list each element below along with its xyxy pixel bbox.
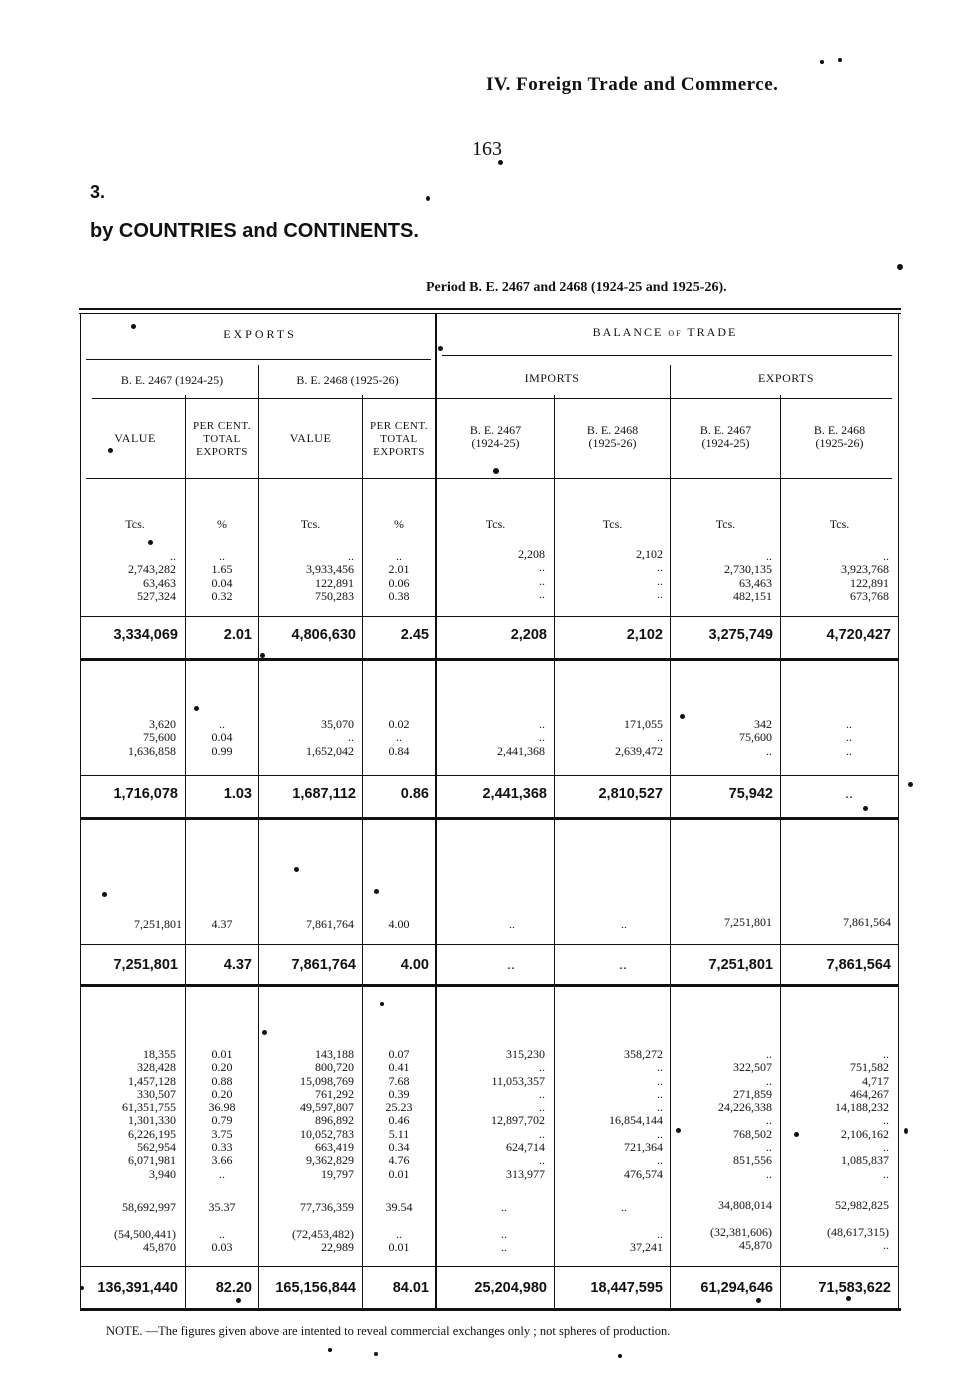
col-line [80, 313, 81, 1310]
total-cell: 4.00 [400, 957, 429, 973]
adjustment-cell: (54,500,441) 45,870 [114, 1227, 176, 1255]
scan-speck [328, 1348, 332, 1352]
scan-speck [148, 540, 153, 545]
exports-group-header: EXPORTS [223, 327, 297, 341]
exports-cell: .. 322,507 .. 271,859 24,226,338 .. 768,502 .. 851,556 .. [718, 1047, 772, 1181]
row-line [86, 359, 431, 360]
subtotal-cell: 39.54 [385, 1200, 413, 1214]
chapter-title: IV. Foreign Trade and Commerce. [486, 74, 779, 95]
value-cell: 35,070 .. 1,652,042 [306, 717, 354, 758]
total-cell: 61,294,646 [700, 1280, 773, 1296]
total-cell: 1.03 [223, 786, 252, 802]
scan-speck [863, 806, 868, 811]
scan-speck [908, 782, 913, 787]
total-cell: .. [618, 957, 627, 973]
group-rule [80, 984, 898, 987]
scan-speck [794, 1132, 799, 1137]
adjustment-cell: .. 37,241 [630, 1227, 663, 1255]
total-cell: 7,251,801 [708, 957, 773, 973]
page-number: 163 [472, 138, 502, 160]
total-cell: 2.01 [223, 627, 252, 643]
exports-header: EXPORTS [757, 371, 815, 385]
subtotal-cell: 34,808,014 [718, 1198, 772, 1212]
value-cell: .. 3,933,456 122,891 750,283 [306, 549, 354, 603]
scan-speck [131, 324, 136, 329]
percent-cell: 4.00 [388, 917, 410, 931]
adjustment-cell: .. 0.01 [388, 1227, 410, 1255]
scan-speck [102, 892, 107, 897]
scan-speck [846, 1296, 851, 1301]
period-caption: Period B. E. 2467 and 2468 (1924-25 and 1925-26). [426, 280, 727, 295]
total-cell: 4,720,427 [826, 627, 891, 643]
total-cell: 1,716,078 [113, 786, 178, 802]
total-cell: 4.37 [223, 957, 252, 973]
unit-label: Tcs. [829, 517, 850, 531]
unit-label: Tcs. [300, 517, 321, 531]
adjustment-cell: .. 0.03 [211, 1227, 233, 1255]
year2-header: B. E. 2468 (1925-26) [296, 373, 399, 387]
exports-cell: 342 75,600 .. [739, 717, 772, 758]
total-cell: 2,208 [510, 627, 547, 643]
total-line [80, 775, 898, 776]
section-number: 3. [90, 182, 106, 202]
percent-cell: 0.07 0.41 7.68 0.39 25.23 0.46 5.11 0.34 4.76 0.01 [385, 1047, 413, 1181]
exports-cell: .. 751,582 4,717 464,267 14,188,232 .. 2,106,162 .. 1,085,837 .. [835, 1047, 889, 1181]
subtotal-cell: 52,982,825 [835, 1198, 889, 1212]
total-cell: 165,156,844 [275, 1280, 356, 1296]
exports-cell: .. .. .. [846, 717, 852, 758]
total-cell: 136,391,440 [97, 1280, 178, 1296]
subtotal-cell: 35.37 [208, 1200, 236, 1214]
scan-speck [194, 706, 199, 711]
exports-cell: .. 3,923,768 122,891 673,768 [841, 549, 889, 603]
row-line [86, 478, 892, 479]
scan-speck [838, 58, 842, 62]
adjustment-cell: .. .. [501, 1227, 507, 1255]
unit-label: % [394, 517, 404, 531]
total-cell: 2,441,368 [482, 786, 547, 802]
table-top-rule-thin [79, 313, 901, 314]
imports-header: IMPORTS [524, 371, 580, 385]
exp-year2-header: B. E. 2468 (1925-26) [813, 423, 866, 450]
value-header: VALUE [114, 431, 156, 445]
adjustment-cell: (72,453,482) 22,989 [292, 1227, 354, 1255]
table-bottom-rule [80, 1308, 901, 1311]
value-cell: 3,620 75,600 1,636,858 [128, 717, 176, 758]
value-cell: 18,355 328,428 1,457,128 330,507 61,351,755 1,301,330 6,226,195 562,954 6,071,981 3,940 [122, 1047, 176, 1181]
footnote: NOTE. —The figures given above are intented to reveal commercial exchanges only ; not spheres of production. [106, 1324, 671, 1338]
value-cell: .. 2,743,282 63,463 527,324 [128, 549, 176, 603]
scan-speck [438, 346, 443, 351]
total-cell: 18,447,595 [590, 1280, 663, 1296]
percent-cell: 0.02 .. 0.84 [388, 717, 410, 758]
subtotal-cell: 77,736,359 [300, 1200, 354, 1214]
percent-cell: 0.01 0.20 0.88 0.20 36.98 0.79 3.75 0.33 3.66 .. [208, 1047, 236, 1181]
value-cell: 7,861,764 [306, 917, 354, 931]
scan-speck [236, 1298, 241, 1303]
imp-year1-header: B. E. 2467 (1924-25) [469, 423, 522, 450]
scan-speck [108, 448, 113, 453]
imports-cell: 315,230 .. 11,053,357 .. .. 12,897,702 .. 624,714 .. 313,977 [491, 1047, 545, 1181]
scan-speck [260, 653, 265, 658]
percent-cell: 4.37 [211, 917, 233, 931]
value-cell: 7,251,801 [134, 917, 182, 931]
group-rule [80, 817, 898, 820]
percent-header: PER CENT. TOTAL EXPORTS [192, 420, 252, 458]
total-cell: 3,275,749 [708, 627, 773, 643]
imports-cell: .. [621, 917, 627, 931]
total-cell: 82.20 [215, 1280, 252, 1296]
scan-speck [374, 1352, 378, 1356]
exports-cell: 7,251,801 [724, 915, 772, 929]
scan-speck [380, 1002, 384, 1006]
scan-speck [80, 1286, 84, 1290]
unit-label: Tcs. [602, 517, 623, 531]
exports-cell: .. 2,730,135 63,463 482,151 [724, 549, 772, 603]
total-cell: 2.45 [400, 627, 429, 643]
total-cell: 71,583,622 [818, 1280, 891, 1296]
percent-cell: .. 2.01 0.06 0.38 [388, 549, 410, 603]
scan-speck [498, 160, 503, 165]
percent-header: PER CENT. TOTAL EXPORTS [369, 420, 429, 458]
group-rule [80, 658, 898, 661]
subtotal-cell: 58,692,997 [122, 1200, 176, 1214]
subtotal-cell: .. [621, 1200, 627, 1214]
adjustment-cell: (32,381,606) 45,870 [710, 1225, 772, 1253]
total-cell: .. [506, 957, 515, 973]
total-cell: 0.86 [400, 786, 429, 802]
percent-cell: .. 1.65 0.04 0.32 [211, 549, 233, 603]
row-line [442, 355, 892, 356]
subtotal-cell: .. [501, 1200, 507, 1214]
scan-speck [493, 468, 499, 474]
exports-cell: 7,861,564 [843, 915, 891, 929]
total-cell: 1,687,112 [292, 786, 356, 802]
imports-cell: 358,272 .. .. .. .. 16,854,144 .. 721,364 .. 476,574 [609, 1047, 663, 1181]
year1-header: B. E. 2467 (1924-25) [120, 373, 224, 387]
total-cell: 84.01 [392, 1280, 429, 1296]
total-line [80, 616, 898, 617]
scan-speck [897, 264, 903, 270]
imports-cell: 2,208 .. .. .. [518, 547, 545, 601]
total-cell: 2,102 [626, 627, 663, 643]
imports-cell: .. .. 2,441,368 [497, 717, 545, 758]
unit-label: Tcs. [125, 517, 145, 531]
table-top-rule [79, 308, 901, 310]
scan-speck [904, 1128, 908, 1134]
imports-cell: .. [509, 917, 515, 931]
scan-speck [374, 889, 379, 894]
value-header: VALUE [289, 431, 332, 445]
balance-group-header: BALANCE of TRADE [592, 325, 738, 339]
row-line [92, 398, 892, 399]
unit-label: % [217, 517, 227, 531]
total-line [80, 944, 898, 945]
scan-speck [262, 1030, 267, 1035]
scan-speck [676, 1128, 681, 1133]
total-cell: .. [844, 786, 853, 802]
imports-cell: 2,102 .. .. .. [636, 547, 663, 601]
unit-label: Tcs. [485, 517, 506, 531]
imp-year2-header: B. E. 2468 (1925-26) [586, 423, 639, 450]
total-line [80, 1266, 898, 1267]
scan-speck [756, 1298, 761, 1303]
unit-label: Tcs. [715, 517, 736, 531]
scan-speck [426, 196, 430, 201]
total-cell: 7,861,764 [291, 957, 356, 973]
exp-year1-header: B. E. 2467 (1924-25) [699, 423, 752, 450]
adjustment-cell: (48,617,315) .. [827, 1225, 889, 1253]
table-subtitle: by COUNTRIES and CONTINENTS. [90, 220, 419, 242]
total-cell: 7,861,564 [826, 957, 891, 973]
total-cell: 2,810,527 [598, 786, 663, 802]
percent-cell: .. 0.04 0.99 [211, 717, 233, 758]
total-cell: 25,204,980 [474, 1280, 547, 1296]
total-cell: 3,334,069 [113, 627, 178, 643]
col-line [898, 313, 899, 1310]
total-cell: 4,806,630 [291, 627, 356, 643]
imports-cell: 171,055 .. 2,639,472 [615, 717, 663, 758]
value-cell: 143,188 800,720 15,098,769 761,292 49,597,807 896,892 10,052,783 663,419 9,362,829 19,797 [300, 1047, 354, 1181]
scan-speck [618, 1354, 622, 1358]
scan-speck [820, 60, 824, 64]
scan-speck [294, 867, 299, 872]
total-cell: 75,942 [728, 786, 773, 802]
total-cell: 7,251,801 [113, 957, 178, 973]
scan-speck [680, 714, 685, 719]
